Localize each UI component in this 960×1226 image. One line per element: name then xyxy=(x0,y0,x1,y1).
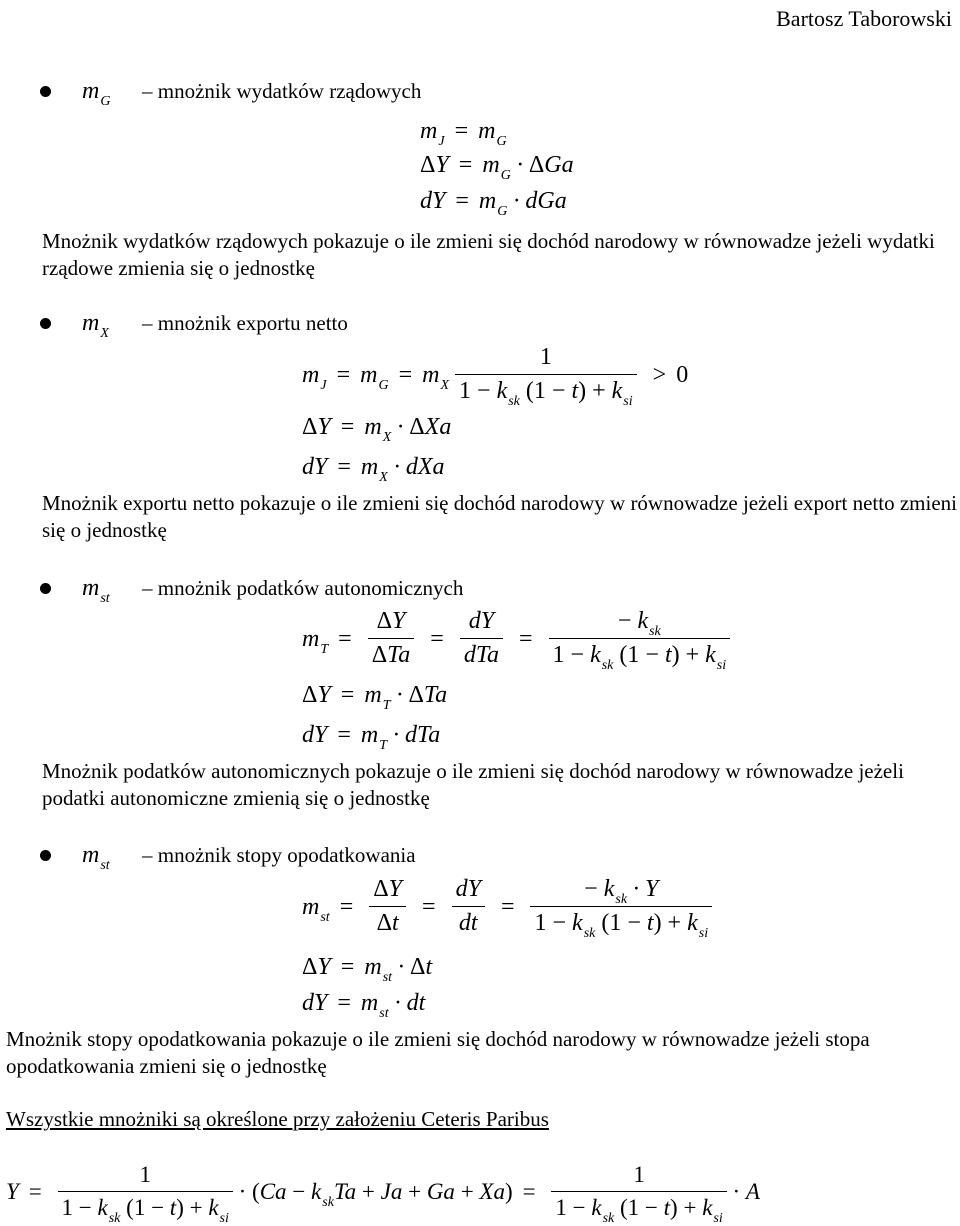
equation-2b: $\Delta Y = m_X \cdot \Delta Xa$ xyxy=(302,414,452,445)
section-4-title: – mnożnik stopy opodatkowania xyxy=(142,843,416,867)
equation-1a: $m_J = m_G$ xyxy=(420,118,507,149)
equation-3b: $\Delta Y = m_T \cdot \Delta Ta$ xyxy=(302,682,448,713)
section-2-title: – mnożnik exportu netto xyxy=(142,311,348,335)
ceteris-paribus-note: Wszystkie mnożniki są określone przy założeniu Ceteris Paribus xyxy=(6,1107,549,1131)
equation-3c: dY = $m_T$ · dTa xyxy=(302,722,441,753)
equation-3a: $m_T$ = $\frac{\Delta Y}{\text{ΔTa}}$ = $\frac{dY}{\text{dTa}}$ = $\frac{- k_{sk}}{1 - k_{sk} (1 - t) + k_{si}}$ xyxy=(302,610,730,671)
section-3-description: Mnożnik podatków autonomicznych pokazuje o ile zmieni się dochód narodowy w równowadze jeżeli podatki autonomiczne zmienią się o jednostkę xyxy=(42,759,904,810)
equation-4c: dY = $m_{st}$ · dt xyxy=(302,990,426,1021)
section-3-title: – mnożnik podatków autonomicznych xyxy=(142,576,464,600)
equation-2c: dY = $m_X$ · dXa xyxy=(302,454,445,485)
section-2-description: Mnożnik exportu netto pokazuje o ile zmieni się dochód narodowy w równowadze jeżeli export netto zmieni się o jednostkę xyxy=(42,491,957,542)
bullet-1 xyxy=(40,86,51,97)
equation-final: Y = $\frac{1}{1 - k_{sk} (1 - t) + k_{si}}$ · $(Ca - k_{sk}Ta + Ja + Ga + Xa)$ = $\frac{1}{1 - k_{sk} (1 - t) + k_{si}}$ · A xyxy=(6,1162,760,1226)
page-author: Bartosz Taborowski xyxy=(776,6,952,31)
equation-4a: $m_{st}$ = $\frac{\Delta Y}{\Delta t}$ = $\frac{dY}{dt}$ = $\frac{- k_{sk} \cdot Y}{1 - k_{sk} (1 - t) + k_{si}}$ xyxy=(302,878,712,939)
equation-4b: $\Delta Y = m_{st} \cdot \Delta t$ xyxy=(302,954,433,985)
section-1-title: – mnożnik wydatków rządowych xyxy=(142,79,422,103)
symbol-mX: $m_X$ xyxy=(82,310,109,341)
fraction-multiplier: $\frac{1}{1 - k_{sk} (1 - t) + k_{si}}$ xyxy=(455,344,637,405)
symbol-mst-1: $m_{st}$ xyxy=(82,575,110,606)
section-1-description: Mnożnik wydatków rządowych pokazuje o ile zmieni się dochód narodowy w równowadze jeżeli wydatki rządowe zmienia się o jednostkę xyxy=(42,229,935,280)
equation-1b: $\Delta Y = m_G \cdot \Delta Ga$ xyxy=(420,152,574,183)
equation-2a: $m_J = m_G = m_X$ $\frac{1}{1 - k_{sk} (1 - t) + k_{si}}$ > 0 xyxy=(302,344,689,409)
bullet-2 xyxy=(40,318,51,329)
symbol-mst-2: $m_{st}$ xyxy=(82,842,110,873)
bullet-4 xyxy=(40,850,51,861)
section-4-description: Mnożnik stopy opodatkowania pokazuje o ile zmieni się dochód narodowy w równowadze jeżeli stopa opodatkowania zmieni się o jednostkę xyxy=(6,1027,870,1078)
symbol-mG: $m_G$ xyxy=(82,78,111,109)
equation-1c: dY = $m_G$ · dGa xyxy=(420,188,567,219)
bullet-3 xyxy=(40,583,51,594)
